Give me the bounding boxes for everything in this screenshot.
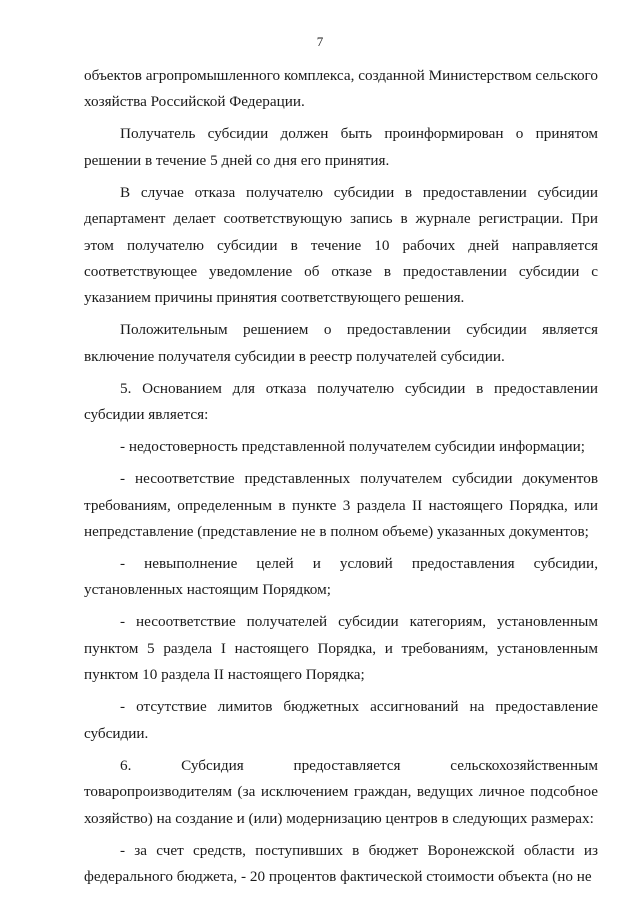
paragraph-continuation: объектов агропромышленного комплекса, созданной Министерством сельского хозяйства Российской Федерации. (84, 67, 598, 111)
document-body (84, 63, 598, 890)
list-item-unreliable-info: - недостоверность представленной получателем субсидии информации; (120, 438, 585, 456)
list-item-category-mismatch: - несоответствие получателей субсидии категориям, установленным пунктом 5 раздела I настоящего Порядка, и требованиям, установленным пунктом 10 раздела II настоящего Порядка; (84, 613, 598, 684)
list-item-no-budget-limits: - отсутствие лимитов бюджетных ассигнований на предоставление субсидии. (84, 698, 598, 742)
list-item-goals-not-met: - невыполнение целей и условий предоставления субсидии, установленных настоящим Порядком; (84, 555, 598, 599)
list-item-federal-funds: - за счет средств, поступивших в бюджет Воронежской области из федерального бюджета, - 20 процентов фактической стоимости объекта (но не (84, 841, 598, 885)
paragraph-positive-decision: Положительным решением о предоставлении субсидии является включение получателя субсидии в реестр получателей субсидии. (84, 321, 598, 365)
list-item-document-mismatch: - несоответствие представленных получателем субсидии документов требованиям, определенным в пункте 3 раздела II настоящего Порядка, или непредставление (представление не в полном объеме) указанных документов; (84, 470, 598, 541)
page-number: 7 (316, 34, 324, 49)
paragraph-notification: Получатель субсидии должен быть проинформирован о принятом решении в течение 5 дней со дня его принятия. (84, 125, 598, 169)
paragraph-refusal: В случае отказа получателю субсидии в предоставлении субсидии департамент делает соответствующую запись в журнале регистрации. При этом получателю субсидии в течение 10 рабочих дней направляется соответствующее уведомление об отказе в предоставлении субсидии с указанием причины принятия соответствующего решения. (84, 183, 598, 307)
paragraph-item-5: 5. Основанием для отказа получателю субсидии в предоставлении субсидии является: (84, 379, 598, 424)
paragraph-item-6: 6. Субсидия предоставляется сельскохозяйственным товаропроизводителям (за исключением граждан, ведущих личное подсобное хозяйство) на создание и (или) модернизацию центров в следующих размерах: (84, 756, 598, 827)
